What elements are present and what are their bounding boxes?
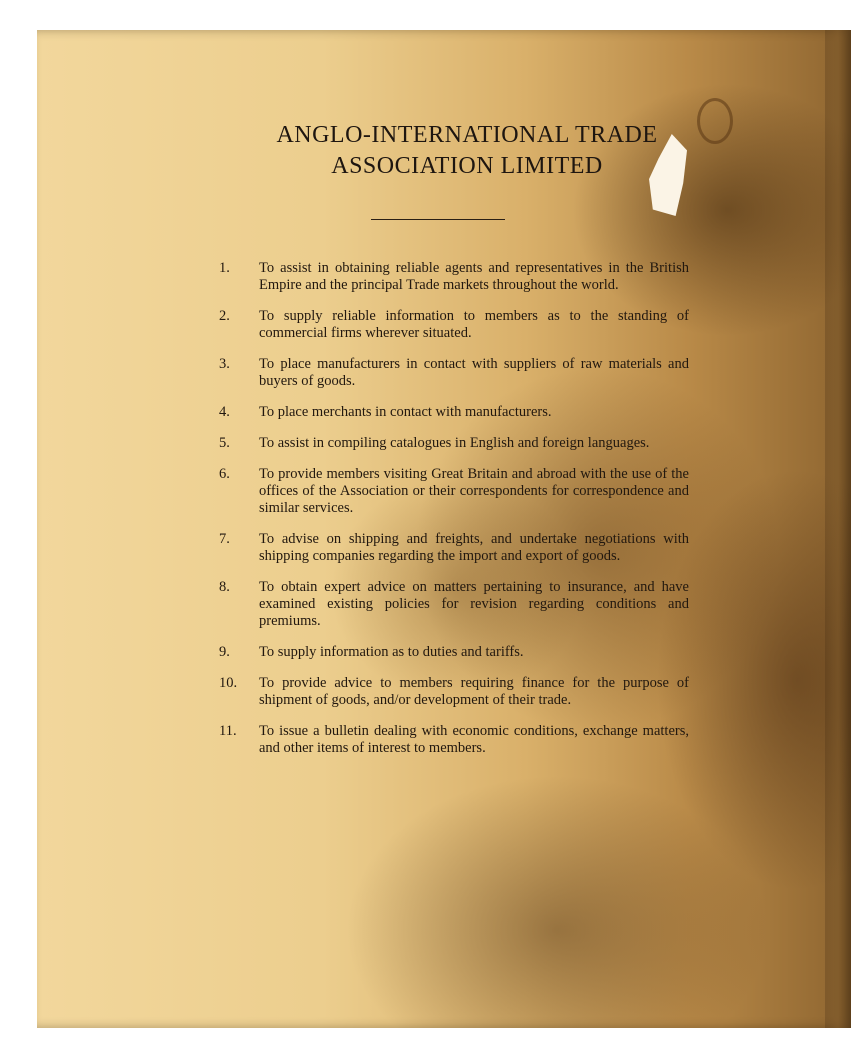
- list-item: [219, 675, 689, 709]
- list-item: [219, 404, 689, 421]
- page-fold: [825, 30, 851, 1028]
- list-item: [219, 260, 689, 294]
- item-number: 11.: [219, 723, 237, 739]
- item-text: To assist in compiling catalogues in English and foreign languages.: [259, 435, 650, 451]
- item-text: To place manufacturers in contact with suppliers of raw materials and buyers of goods.: [259, 356, 689, 389]
- list-item: [219, 579, 689, 630]
- title-divider: [371, 219, 505, 220]
- item-text: To supply reliable information to members as to the standing of commercial firms wherever situated.: [259, 308, 689, 341]
- item-number: 7.: [219, 531, 230, 547]
- item-number: 4.: [219, 404, 230, 420]
- list-item: [219, 723, 689, 757]
- item-number: 1.: [219, 260, 230, 276]
- objects-list: [219, 260, 689, 771]
- item-number: 10.: [219, 675, 238, 691]
- item-text: To provide advice to members requiring finance for the purpose of shipment of goods, and/or development of their trade.: [259, 675, 689, 708]
- item-number: 3.: [219, 356, 230, 372]
- list-item: [219, 644, 689, 661]
- item-text: To supply information as to duties and tariffs.: [259, 644, 524, 660]
- title-line-1: ANGLO-INTERNATIONAL TRADE: [276, 122, 658, 148]
- item-number: 9.: [219, 644, 230, 660]
- list-item: [219, 308, 689, 342]
- item-number: 6.: [219, 466, 230, 482]
- list-item: [219, 435, 689, 452]
- list-item: [219, 466, 689, 517]
- list-item: [219, 531, 689, 565]
- document-title: [187, 120, 747, 182]
- item-text: To provide members visiting Great Britain and abroad with the use of the offices of the Association or their correspondents for correspondence and similar services.: [259, 466, 689, 516]
- item-text: To place merchants in contact with manufacturers.: [259, 404, 552, 420]
- item-text: To advise on shipping and freights, and undertake negotiations with shipping companies regarding the import and export of goods.: [259, 531, 689, 564]
- list-item: [219, 356, 689, 390]
- item-number: 2.: [219, 308, 230, 324]
- item-text: To obtain expert advice on matters pertaining to insurance, and have examined existing policies for revision regarding conditions and premiums.: [259, 579, 689, 629]
- title-line-2: ASSOCIATION LIMITED: [331, 153, 603, 179]
- item-number: 8.: [219, 579, 230, 595]
- aged-paper-sheet: [37, 30, 851, 1028]
- item-text: To issue a bulletin dealing with economic conditions, exchange matters, and other items of interest to members.: [259, 723, 689, 756]
- item-number: 5.: [219, 435, 230, 451]
- item-text: To assist in obtaining reliable agents and representatives in the British Empire and the principal Trade markets throughout the world.: [259, 260, 689, 293]
